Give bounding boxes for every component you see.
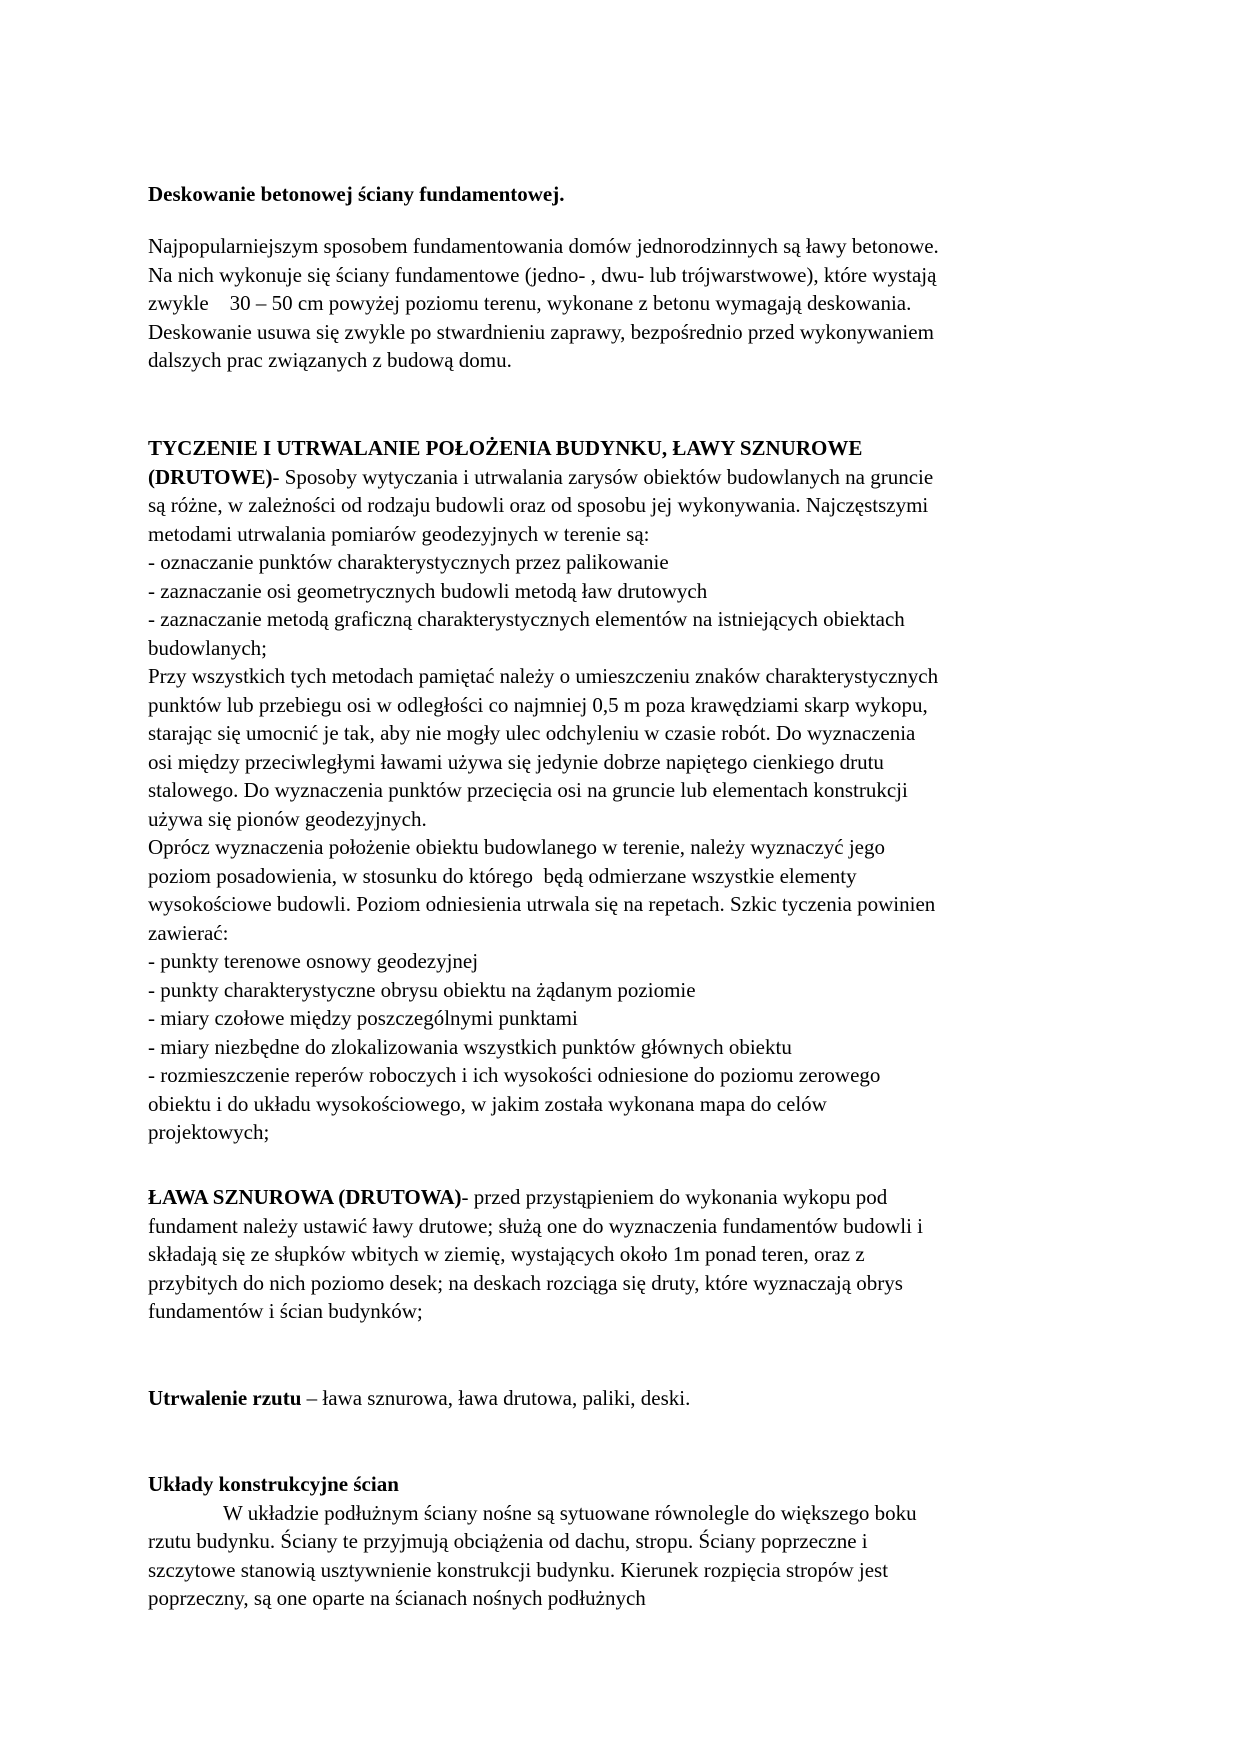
section-first-line <box>148 1183 1096 1212</box>
section-line: szczytowe stanowią usztywnienie konstrukcji budynku. Kierunek rozpięcia stropów jest <box>148 1557 889 1582</box>
list-item: - punkty charakterystyczne obrysu obiektu na żądanym poziomie <box>148 977 696 1002</box>
list-item-continuation: obiektu i do układu wysokościowego, w jakim została wykonana mapa do celów <box>148 1091 827 1116</box>
section-line: poziom posadowienia, w stosunku do którego będą odmierzane wszystkie elementy <box>148 863 857 888</box>
section-text: - przed przystąpieniem do wykonania wykopu pod <box>461 1185 888 1209</box>
section-text: – ława sznurowa, ława drutowa, paliki, deski. <box>301 1386 691 1410</box>
section-lawa-sznurowa <box>148 1183 1096 1326</box>
section-line: zawierać: <box>148 920 229 945</box>
section-line: przybitych do nich poziomo desek; na deskach rozciąga się druty, które wyznaczają obrys <box>148 1270 903 1295</box>
list-item: - punkty terenowe osnowy geodezyjnej <box>148 949 479 973</box>
document-title-block <box>148 180 1096 209</box>
list-item: - zaznaczanie osi geometrycznych budowli metodą ław drutowych <box>148 578 708 603</box>
intro-line: Na nich wykonuje się ściany fundamentowe (jedno- , dwu- lub trójwarstwowe), które wystają <box>148 262 937 287</box>
section-line: starając się umocnić je tak, aby nie mogły ulec odchyleniu w czasie robót. Do wyznaczenia <box>148 721 916 745</box>
section-utrwalenie-rzutu <box>148 1384 1096 1413</box>
section-uklady-konstrukcyjne <box>148 1470 1096 1613</box>
intro-paragraph <box>148 232 1096 375</box>
list-item: - miary niezbędne do zlokalizowania wszystkich punktów głównych obiektu <box>148 1034 792 1059</box>
section-line: wysokościowe budowli. Poziom odniesienia utrwala się na repetach. Szkic tyczenia powinien <box>148 892 936 916</box>
section-line: stalowego. Do wyznaczenia punktów przecięcia osi na gruncie lub elementach konstrukcji <box>148 778 908 802</box>
section-line: rzutu budynku. Ściany te przyjmują obciążenia od dachu, stropu. Ściany poprzeczne i <box>148 1529 868 1553</box>
section-line: używa się pionów geodezyjnych. <box>148 806 427 831</box>
section-line: fundament należy ustawić ławy drutowe; służą one do wyznaczenia fundamentów budowli i <box>148 1213 924 1238</box>
list-item: - zaznaczanie metodą graficzną charakterystycznych elementów na istniejących obiektach <box>148 607 905 631</box>
section-line: fundamentów i ścian budynków; <box>148 1299 423 1323</box>
intro-line: Najpopularniejszym sposobem fundamentowania domów jednorodzinnych są ławy betonowe. <box>148 234 939 258</box>
section-line: Oprócz wyznaczenia położenie obiektu budowlanego w terenie, należy wyznaczyć jego <box>148 835 885 859</box>
section-heading: Układy konstrukcyjne ścian <box>148 1472 399 1496</box>
section-line: są różne, w zależności od rodzaju budowli oraz od sposobu jej wykonywania. Najczęstszymi <box>148 493 929 517</box>
intro-line: dalszych prac związanych z budową domu. <box>148 348 512 372</box>
section-heading-continuation <box>148 463 1096 492</box>
section-line: osi między przeciwległymi ławami używa się jedynie dobrze napiętego cienkiego drutu <box>148 749 884 774</box>
section-first-line: W układzie podłużnym ściany nośne są sytuowane równolegle do większego boku <box>223 1500 917 1525</box>
list-item-continuation: projektowych; <box>148 1120 270 1144</box>
section-line: Przy wszystkich tych metodach pamiętać należy o umieszczeniu znaków charakterystycznych <box>148 664 939 688</box>
intro-line: zwykle 30 – 50 cm powyżej poziomu terenu, wykonane z betonu wymagają deskowania. <box>148 291 912 315</box>
section-heading: ŁAWA SZNUROWA (DRUTOWA) <box>148 1185 462 1209</box>
section-heading: Utrwalenie rzutu <box>148 1386 302 1410</box>
section-heading: TYCZENIE I UTRWALANIE POŁOŻENIA BUDYNKU, ŁAWY SZNUROWE <box>148 436 863 460</box>
section-first-line <box>148 1384 1096 1413</box>
section-line: poprzeczny, są one oparte na ścianach nośnych podłużnych <box>148 1586 646 1610</box>
section-heading-bold: (DRUTOWE) <box>148 464 273 489</box>
list-item: - oznaczanie punktów charakterystycznych przez palikowanie <box>148 550 669 574</box>
section-line: składają się ze słupków wbitych w ziemię, wystających około 1m ponad teren, oraz z <box>148 1242 865 1266</box>
section-line: punktów lub przebiegu osi w odległości co najmniej 0,5 m poza krawędziami skarp wykopu, <box>148 692 928 717</box>
section-tyczenie <box>148 434 1096 1147</box>
intro-line: Deskowanie usuwa się zwykle po stwardnieniu zaprawy, bezpośrednio przed wykonywaniem <box>148 319 934 344</box>
document-title: Deskowanie betonowej ściany fundamentowej. <box>148 182 565 206</box>
list-item: - rozmieszczenie reperów roboczych i ich wysokości odniesione do poziomu zerowego <box>148 1063 881 1087</box>
list-item-continuation: budowlanych; <box>148 635 267 660</box>
list-item: - miary czołowe między poszczególnymi punktami <box>148 1006 578 1030</box>
section-text: - Sposoby wytyczania i utrwalania zarysów obiektów budowlanych na gruncie <box>272 464 934 489</box>
section-line: metodami utrwalania pomiarów geodezyjnych w terenie są: <box>148 521 650 546</box>
